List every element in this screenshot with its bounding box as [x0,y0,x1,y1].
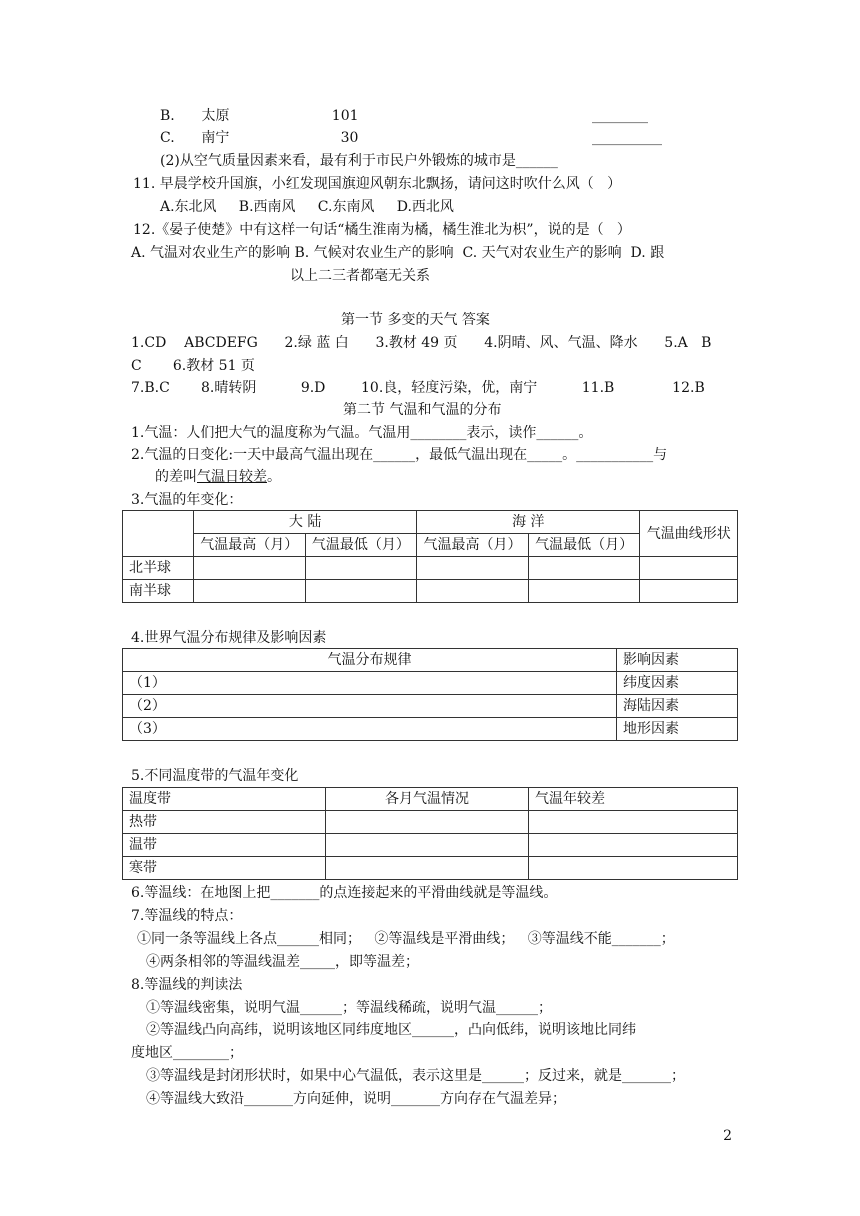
question-7-line-1: ①同一条等温线上各点______相同； ②等温线是平滑曲线； ③等温线不能_______； [137,931,675,947]
cell [417,557,529,580]
table-corner [123,511,194,557]
factor-1: 纬度因素 [617,672,738,695]
section-2-title: 第二节 气温和气温的分布 [343,402,502,418]
zone-tropical: 热带 [123,811,326,834]
header-curve-shape: 气温曲线形状 [640,511,738,557]
zone-temperate: 温带 [123,834,326,857]
pattern-2: （2） [123,695,617,718]
answers-row-2: 7.B.C 8.晴转阴 9.D 10.良，轻度污染，优，南宁 11.B 12.B [131,380,705,396]
q2-end: 。 [267,469,281,485]
q2-term: 气温日较差 [197,469,267,485]
question-8-line-2: ②等温线凸向高纬，说明该地区同纬度地区______，凸向低纬，说明该地比同纬 [146,1022,636,1038]
cell [528,557,640,580]
question-6: 6.等温线：在地图上把_______的点连接起来的平滑曲线就是等温线。 [131,885,558,901]
header-pattern: 气温分布规律 [123,649,617,672]
header-ocean: 海 洋 [417,511,640,534]
pattern-1: （1） [123,672,617,695]
cell [326,834,529,857]
question-12: 12.《晏子使楚》中有这样一句话“橘生淮南为橘，橘生淮北为枳”，说的是（ ） [133,222,631,238]
cell [326,811,529,834]
question-12-options: A. 气温对农业生产的影响 B. 气候对农业生产的影响 C. 天气对农业生产的影响 D. 跟 [131,245,665,261]
cell [305,557,417,580]
option-b-blank: ________ [592,108,648,124]
cell [417,580,529,603]
cell [529,811,738,834]
q2-text: 的差叫 [155,469,197,485]
question-8-line-5: ④等温线大致沿_______方向延伸，说明_______方向存在气温差异； [146,1091,566,1107]
option-c-line: C. 南宁 30 [160,130,359,146]
header-zone: 温度带 [123,788,326,811]
cell [194,557,306,580]
zone-table [122,787,738,880]
cell [529,834,738,857]
question-2-cont [155,467,281,487]
zone-frigid: 寒带 [123,857,326,880]
cell [529,857,738,880]
distribution-table [122,648,738,741]
question-8: 8.等温线的判读法 [131,977,243,993]
question-12-options-cont: 以上二三者都毫无关系 [290,268,430,284]
question-2: 2.气温的日变化:一天中最高气温出现在______，最低气温出现在_____。___________与 [131,447,668,463]
header-factor: 影响因素 [617,649,738,672]
option-c-blank: __________ [592,130,662,146]
cell [194,580,306,603]
question-3: 3.气温的年变化： [131,492,243,508]
answers-title: 第一节 多变的天气 答案 [341,312,490,328]
question-8-line-4: ③等温线是封闭形状时，如果中心气温低，表示这里是______；反过来，就是_______； [146,1068,685,1084]
question-11: 11. 早晨学校升国旗，小红发现国旗迎风朝东北飘扬，请问这时吹什么风（ ） [133,176,622,192]
question-7-line-2: ④两条相邻的等温线温差_____，即等温差； [146,954,419,970]
row-north: 北半球 [123,557,194,580]
answers-row-1: 1.CD ABCDEFG 2.绿 蓝 白 3.教材 49 页 4.阴晴、风、气温、降水 5.A B [131,335,712,351]
question-4: 4.世界气温分布规律及影响因素 [131,630,327,646]
header-monthly: 各月气温情况 [326,788,529,811]
cell [640,557,738,580]
question-8-line-1: ①等温线密集，说明气温______；等温线稀疏，说明气温______； [146,1000,552,1016]
cell [305,580,417,603]
header-land: 大 陆 [194,511,417,534]
row-south: 南半球 [123,580,194,603]
header-ocean-low: 气温最低（月） [528,534,640,557]
factor-2: 海陆因素 [617,695,738,718]
question-11-options: A.东北风 B.西南风 C.东南风 D.西北风 [160,199,454,215]
answers-row-1b: C 6.教材 51 页 [131,358,255,374]
header-ocean-high: 气温最高（月） [417,534,529,557]
header-land-high: 气温最高（月） [194,534,306,557]
question-5: 5.不同温度带的气温年变化 [131,768,299,784]
question-10-2: (2)从空气质量因素来看，最有利于市民户外锻炼的城市是______ [160,153,558,169]
cell [640,580,738,603]
question-7: 7.等温线的特点： [131,908,243,924]
cell [326,857,529,880]
option-b-line: B. 太原 101 [160,108,359,124]
header-land-low: 气温最低（月） [305,534,417,557]
question-8-line-3: 度地区________； [131,1045,243,1061]
question-1: 1.气温：人们把大气的温度称为气温。气温用________表示，读作______。 [131,425,593,441]
annual-temp-table [122,510,738,603]
cell [528,580,640,603]
page-number: 2 [723,1128,732,1144]
factor-3: 地形因素 [617,718,738,741]
header-annual-range: 气温年较差 [529,788,738,811]
pattern-3: （3） [123,718,617,741]
